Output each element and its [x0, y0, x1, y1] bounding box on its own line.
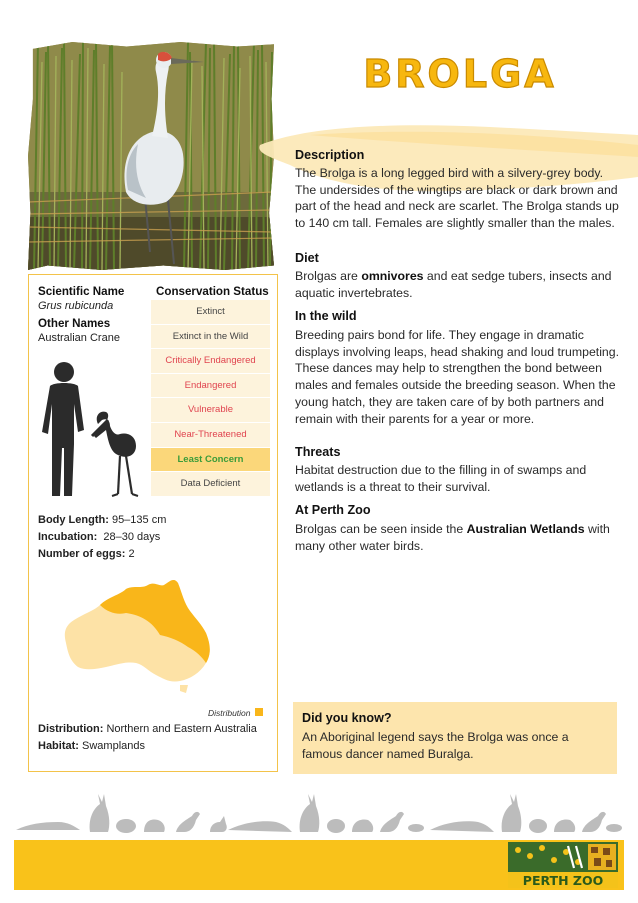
habitat-text: Habitat: Swamplands: [38, 740, 145, 752]
distribution-legend-swatch: [255, 708, 263, 716]
did-you-know-heading: Did you know?: [302, 711, 392, 725]
size-comparison-silhouette: [36, 360, 148, 500]
status-endangered: Endangered: [151, 374, 270, 399]
page-title: BROLGA: [363, 52, 557, 96]
number-of-eggs: Number of eggs: 2: [38, 548, 135, 560]
distribution-text: Distribution: Northern and Eastern Australia: [38, 723, 257, 735]
in-the-wild-text: Breeding pairs bond for life. They engage in dramatic displays involving leaps, head shaking and loud trumpeting. These dances may help to strengthen the bond between males and females outside the breeding season. When the young hatch, they are taken care of by both partners and remain with their parents for a year or more.: [295, 328, 620, 426]
in-the-wild-heading: In the wild: [295, 309, 357, 323]
perth-zoo-logo: [508, 842, 618, 888]
perth-zoo-logo-text: PERTH ZOO: [522, 873, 604, 888]
scientific-name-value: Grus rubicunda: [38, 300, 114, 312]
status-extinct-in-the-wild: Extinct in the Wild: [151, 325, 270, 350]
distribution-legend-label: Distribution: [208, 708, 251, 718]
status-near-threatened: Near-Threatened: [151, 423, 270, 448]
other-names-label: Other Names: [38, 317, 111, 330]
incubation: Incubation: 28–30 days: [38, 531, 161, 543]
did-you-know-text: An Aboriginal legend says the Brolga was once a famous dancer named Buralga.: [302, 730, 569, 761]
status-critically-endangered: Critically Endangered: [151, 349, 270, 374]
status-vulnerable: Vulnerable: [151, 398, 270, 423]
status-extinct: Extinct: [151, 300, 270, 325]
body-length: Body Length: 95–135 cm: [38, 514, 167, 526]
brolga-photo: [28, 42, 274, 270]
scientific-name-label: Scientific Name: [38, 285, 125, 298]
other-names-value: Australian Crane: [38, 332, 120, 344]
diet-heading: Diet: [295, 251, 319, 265]
conservation-status-list: [151, 300, 270, 497]
threats-heading: Threats: [295, 445, 341, 459]
diet-text: Brolgas are omnivores and eat sedge tubers, insects and aquatic invertebrates.: [295, 269, 612, 300]
threats-text: Habitat destruction due to the filling in of swamps and wetlands is a threat to their survival.: [295, 463, 587, 494]
distribution-map: [60, 575, 220, 695]
conservation-status-heading: Conservation Status: [156, 285, 269, 298]
perth-zoo-heading: At Perth Zoo: [295, 503, 371, 517]
perth-zoo-text: Brolgas can be seen inside the Australian Wetlands with many other water birds.: [295, 522, 610, 553]
status-data-deficient: Data Deficient: [151, 472, 270, 497]
status-least-concern: Least Concern: [151, 448, 270, 473]
animal-silhouettes-decoration: [14, 788, 624, 838]
description-heading: Description: [295, 148, 365, 162]
description-text: The Brolga is a long legged bird with a silvery-grey body. The undersides of the wingtips are black or dark brown and part of the head and neck are scarlet. The Brolga stands up to 140 cm tall. Females are slightly smaller than the males.: [295, 166, 619, 231]
